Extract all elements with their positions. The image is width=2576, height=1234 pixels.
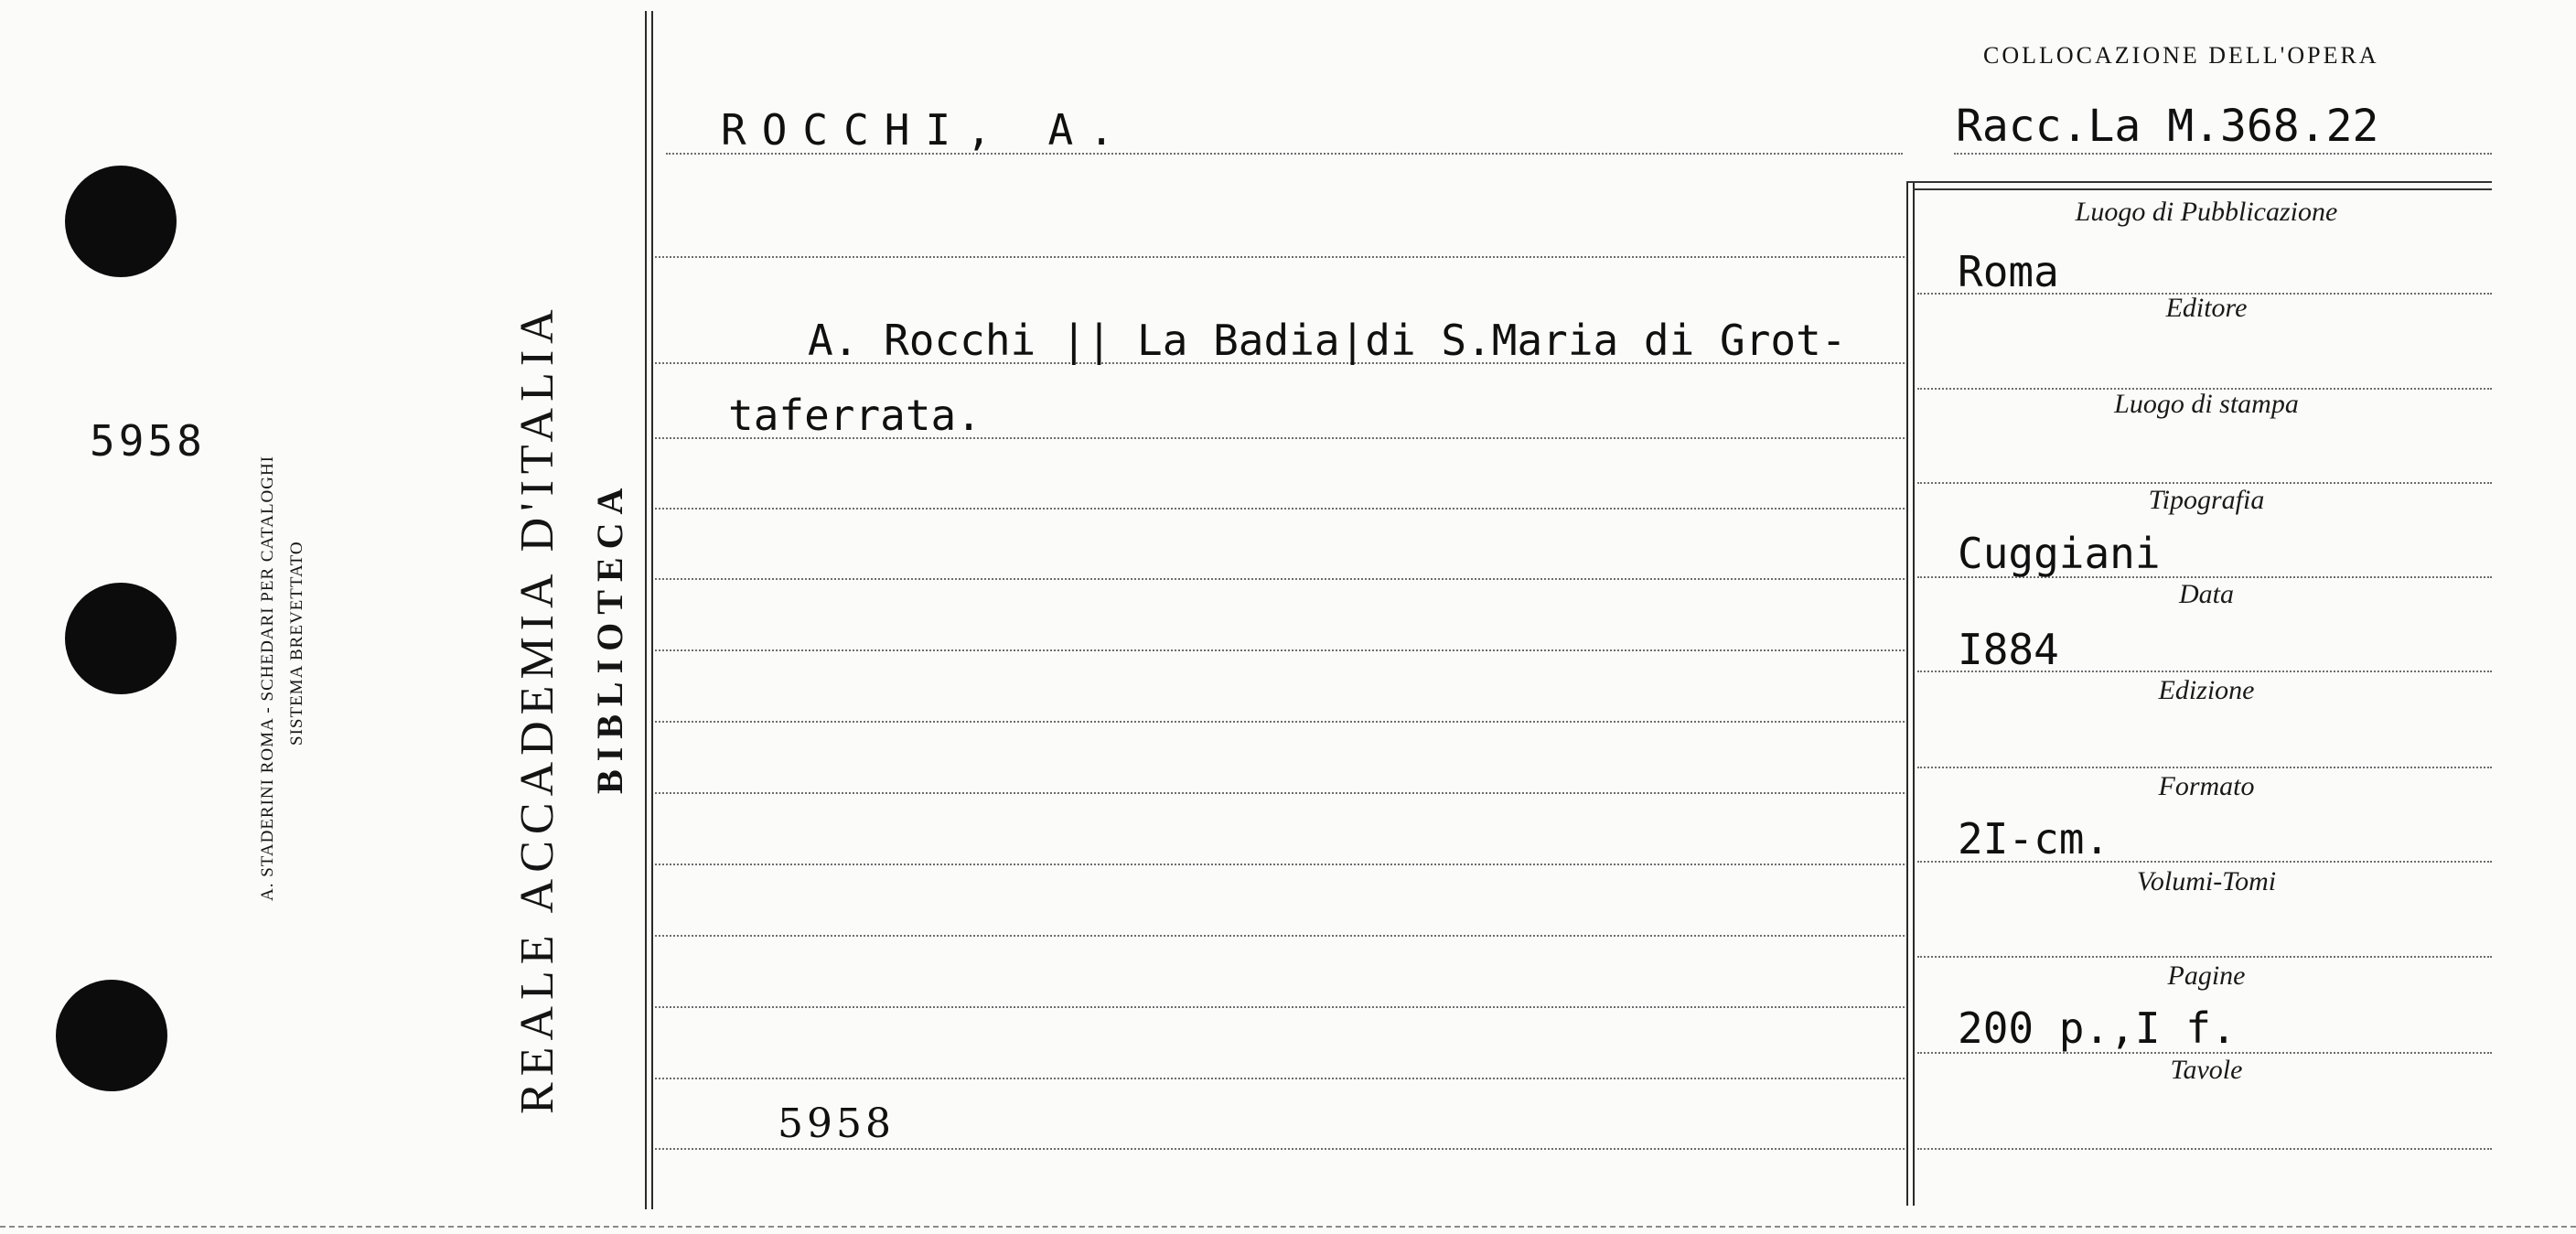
field-rule bbox=[1917, 956, 2492, 958]
main-rule bbox=[655, 721, 1905, 723]
punch-hole-bottom bbox=[56, 980, 167, 1091]
callno-rule bbox=[1954, 153, 2492, 155]
library-name: BIBLIOTECA bbox=[589, 479, 630, 794]
main-rule bbox=[655, 1148, 1905, 1150]
title-line-2: taferrata. bbox=[728, 391, 982, 440]
label-volumes: Volumi-Tomi bbox=[2136, 866, 2277, 896]
label-plates: Tavole bbox=[2170, 1055, 2243, 1085]
value-format: 2I-cm. bbox=[1958, 814, 2110, 864]
main-rule bbox=[655, 792, 1905, 794]
field-rule bbox=[1917, 482, 2492, 484]
punch-hole-middle bbox=[65, 583, 177, 694]
label-date: Data bbox=[2179, 579, 2234, 609]
institution-name: REALE ACCADEMIA D'ITALIA bbox=[511, 303, 564, 1114]
margin-accession-number: 5958 bbox=[90, 416, 206, 466]
value-place-of-publication: Roma bbox=[1958, 247, 2059, 296]
field-column-top-rule-inner bbox=[1913, 188, 2492, 190]
label-pages: Pagine bbox=[2167, 960, 2246, 991]
main-rule bbox=[655, 935, 1905, 937]
author-heading: ROCCHI, A. bbox=[721, 105, 1130, 155]
main-rule bbox=[655, 1006, 1905, 1008]
value-date: I884 bbox=[1958, 625, 2059, 674]
bottom-accession-number: 5958 bbox=[778, 1100, 895, 1147]
value-printer: Cuggiani bbox=[1958, 529, 2161, 578]
punch-hole-top bbox=[65, 166, 177, 277]
field-column-divider bbox=[1906, 181, 1908, 1206]
main-rule bbox=[655, 256, 1905, 258]
label-edition: Edizione bbox=[2158, 675, 2255, 705]
field-rule bbox=[1917, 767, 2492, 768]
main-rule bbox=[655, 1078, 1905, 1079]
main-rule bbox=[655, 508, 1905, 510]
label-format: Formato bbox=[2158, 771, 2255, 801]
field-rule bbox=[1917, 1148, 2492, 1150]
field-column-top-rule bbox=[1906, 181, 2492, 183]
call-number: Racc.La M.368.22 bbox=[1956, 101, 2379, 152]
left-border-line bbox=[645, 11, 647, 1209]
printer-imprint-system: SISTEMA BREVETTATO bbox=[287, 541, 306, 746]
main-rule bbox=[655, 649, 1905, 651]
value-pages: 200 p.,I f. bbox=[1958, 1003, 2237, 1053]
card-bottom-edge bbox=[0, 1226, 2576, 1228]
main-rule bbox=[655, 578, 1905, 580]
title-line-1: A. Rocchi || La Badia|di S.Maria di Grot- bbox=[808, 316, 1847, 365]
label-place-of-publication: Luogo di Pubblicazione bbox=[2075, 197, 2338, 227]
label-place-of-printing: Luogo di stampa bbox=[2114, 389, 2299, 419]
collocation-header: COLLOCAZIONE DELL'OPERA bbox=[1983, 42, 2379, 69]
label-printer: Tipografia bbox=[2148, 485, 2265, 515]
printer-imprint: A. STADERINI ROMA - SCHEDARI PER CATALOGHI bbox=[258, 455, 277, 901]
main-rule bbox=[655, 864, 1905, 865]
left-border-line-inner bbox=[651, 11, 653, 1209]
label-publisher: Editore bbox=[2165, 293, 2248, 323]
